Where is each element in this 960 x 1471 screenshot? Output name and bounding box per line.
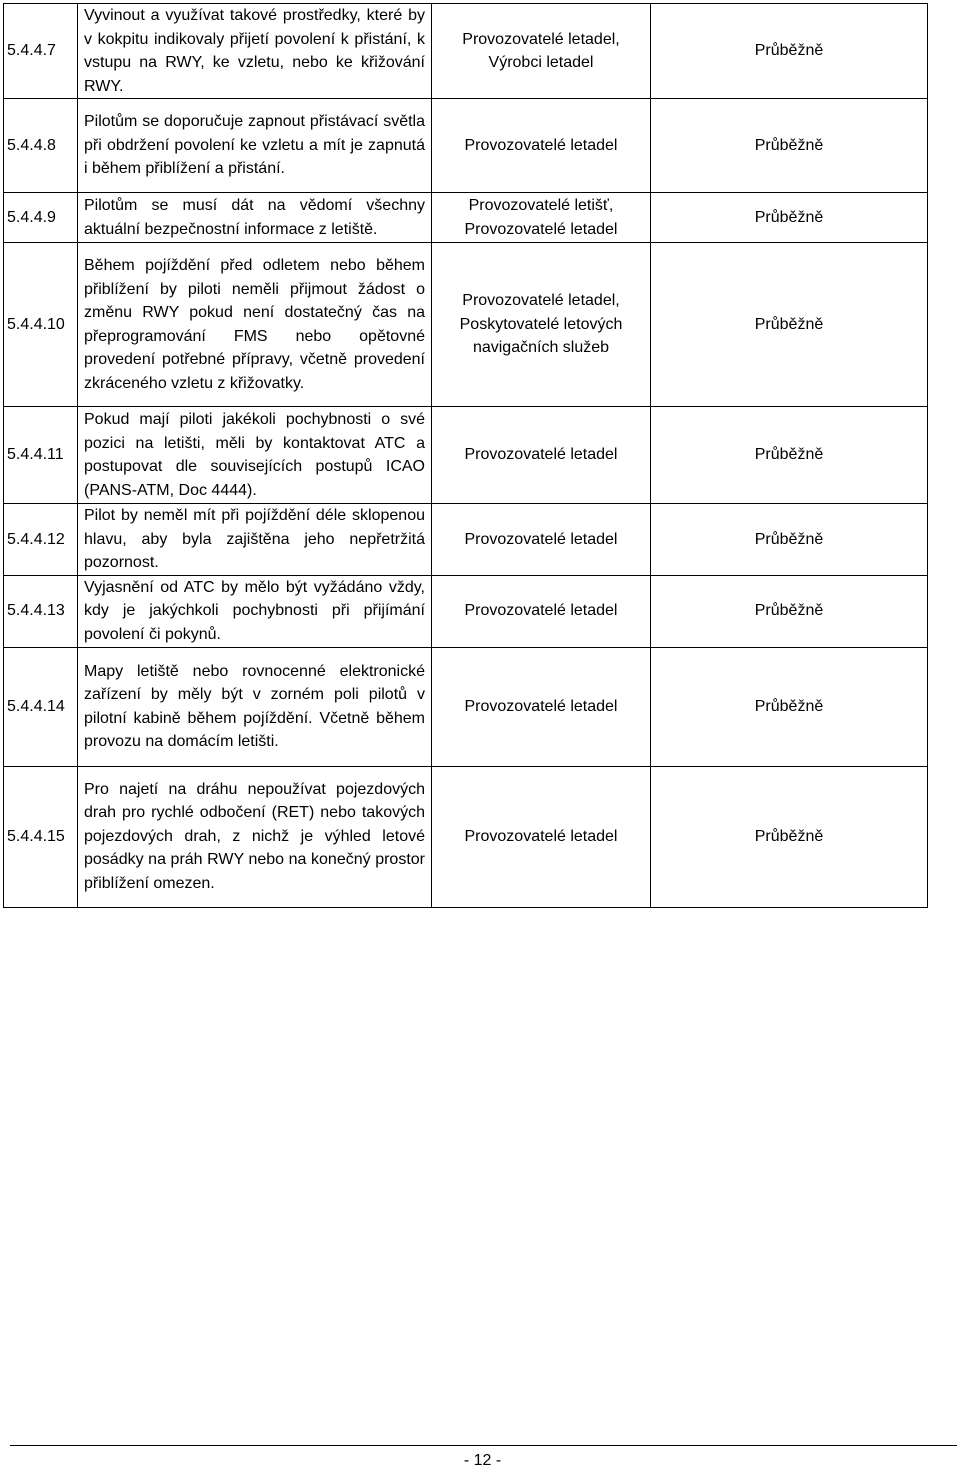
measure-term: Průběžně: [651, 99, 928, 193]
measure-number: 5.4.4.14: [4, 647, 78, 766]
measure-responsible: Provozovatelé letadel: [432, 504, 651, 576]
table-row: [4, 193, 928, 243]
measure-description: Vyvinout a využívat takové prostředky, které by v kokpitu indikovaly přijetí povolení k přistání, k vstupu na RWY, ke vzletu, nebo ke křižování RWY.: [78, 4, 432, 99]
measures-table: [3, 3, 928, 908]
measure-number: 5.4.4.7: [4, 4, 78, 99]
measure-description: Pro najetí na dráhu nepoužívat pojezdových drah pro rychlé odbočení (RET) nebo takových pojezdových drah, z nichž je výhled letové posádky na práh RWY nebo na konečný prostor přiblížení omezen.: [78, 766, 432, 907]
measure-description: Vyjasnění od ATC by mělo být vyžádáno vždy, kdy je jakýchkoli pochybnosti při přijímání povolení či pokynů.: [78, 575, 432, 647]
measure-description: Mapy letiště nebo rovnocenné elektronické zařízení by měly být v zorném poli pilotů v pilotní kabině během pojíždění. Včetně během provozu na domácím letišti.: [78, 647, 432, 766]
table-row: [4, 766, 928, 907]
measure-description: Pilotům se doporučuje zapnout přistávací světla při obdržení povolení ke vzletu a mít je zapnutá i během přiblížení a přistání.: [78, 99, 432, 193]
measure-term: Průběžně: [651, 193, 928, 243]
measure-term: Průběžně: [651, 575, 928, 647]
measure-term: Průběžně: [651, 4, 928, 99]
measure-description: Pilotům se musí dát na vědomí všechny aktuální bezpečnostní informace z letiště.: [78, 193, 432, 243]
measure-responsible: Provozovatelé letišť, Provozovatelé letadel: [432, 193, 651, 243]
measure-term: Průběžně: [651, 243, 928, 407]
page-number: - 12 -: [463, 1452, 502, 1469]
measure-description: Pilot by neměl mít při pojíždění déle sklopenou hlavu, aby byla zajištěna jeho nepřetržitá pozornost.: [78, 504, 432, 576]
table-row: [4, 99, 928, 193]
measure-number: 5.4.4.11: [4, 407, 78, 504]
measure-responsible: Provozovatelé letadel: [432, 575, 651, 647]
measure-term: Průběžně: [651, 504, 928, 576]
measure-term: Průběžně: [651, 647, 928, 766]
measure-number: 5.4.4.8: [4, 99, 78, 193]
measure-number: 5.4.4.15: [4, 766, 78, 907]
measure-description: Během pojíždění před odletem nebo během přiblížení by piloti neměli přijmout žádost o změnu RWY pokud není dostatečný čas na přeprogramování FMS nebo opětovné provedení potřebné přípravy, včetně provedení zkráceného vzletu z křižovatky.: [78, 243, 432, 407]
measure-responsible: Provozovatelé letadel, Výrobci letadel: [432, 4, 651, 99]
measure-description: Pokud mají piloti jakékoli pochybnosti o své pozici na letišti, měli by kontaktovat ATC a postupovat dle souvisejících postupů ICAO (PANS-ATM, Doc 4444).: [78, 407, 432, 504]
measure-term: Průběžně: [651, 407, 928, 504]
footer-divider: [10, 1445, 957, 1446]
table-row: [4, 504, 928, 576]
measure-responsible: Provozovatelé letadel: [432, 647, 651, 766]
measure-responsible: Provozovatelé letadel: [432, 766, 651, 907]
measure-number: 5.4.4.10: [4, 243, 78, 407]
measure-term: Průběžně: [651, 766, 928, 907]
measure-number: 5.4.4.12: [4, 504, 78, 576]
table-row: [4, 575, 928, 647]
measure-number: 5.4.4.9: [4, 193, 78, 243]
measure-responsible: Provozovatelé letadel: [432, 407, 651, 504]
table-row: [4, 407, 928, 504]
measure-responsible: Provozovatelé letadel, Poskytovatelé letových navigačních služeb: [432, 243, 651, 407]
table-row: [4, 4, 928, 99]
table-row: [4, 647, 928, 766]
measure-number: 5.4.4.13: [4, 575, 78, 647]
table-row: [4, 243, 928, 407]
measure-responsible: Provozovatelé letadel: [432, 99, 651, 193]
